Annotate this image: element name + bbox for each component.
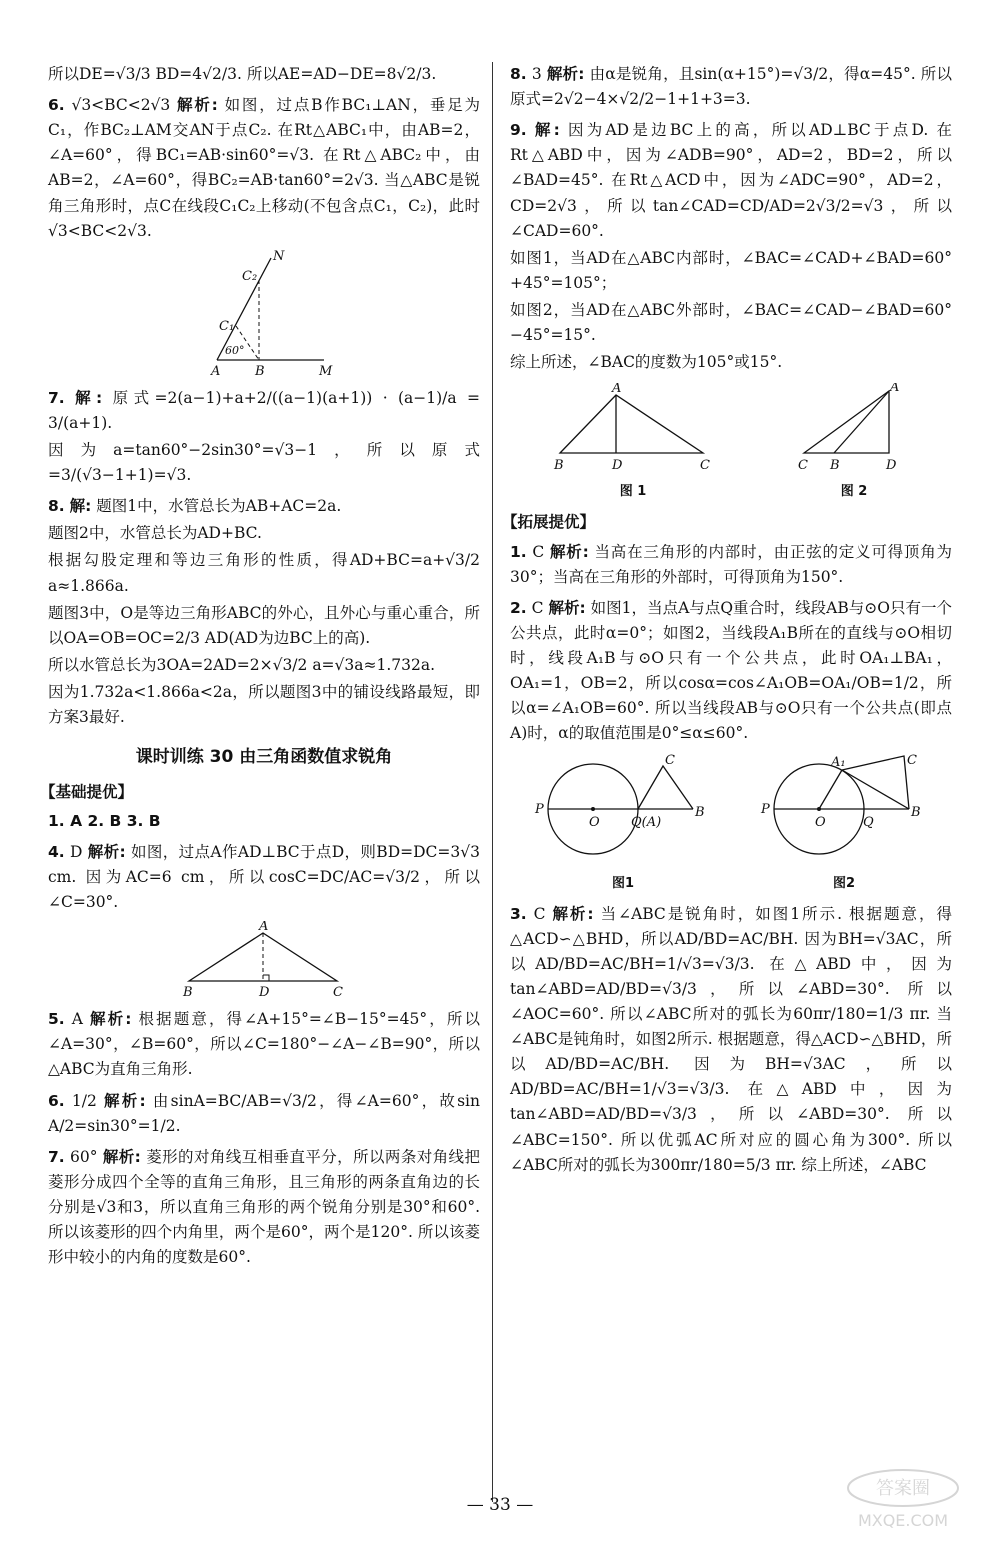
analysis-label: 解析: [546,65,585,83]
analysis-label: 解析: [89,1010,132,1029]
right-column [502,62,953,1184]
question-number: 6. [48,1091,65,1110]
answer: C [531,598,544,617]
circle-figure-2 [759,754,929,893]
question-number: 4. [48,842,65,861]
question-9 [510,118,952,375]
analysis-label: 解析: [104,1091,146,1110]
figure-q6 [189,250,339,380]
label-D: D [886,458,897,474]
question-4 [48,840,480,915]
solution-label: 解: [75,388,103,407]
question-number: 6. [48,96,65,115]
figure-2 [794,383,914,502]
left-column [40,62,481,1276]
label-C: C [333,985,343,1001]
solution-text: 题图3中，O是等边三角形ABC的外心，且外心与重心重合，所以OA=OB=OC=2/3 AD(AD为边BC上的高). [48,603,480,647]
label-A: A [612,383,622,397]
solution-label: 解: [534,121,560,140]
solution-text: 根据勾股定理和等边三角形的性质，得AD+BC=a+√3/2 a≈1.866a. [48,551,480,595]
label-A: A [259,921,269,935]
question-5 [48,1007,480,1082]
question-6b [48,1089,480,1139]
question-7 [48,386,480,488]
analysis-label: 解析: [177,96,218,115]
subsection-heading: 【基础提优】 [40,782,134,801]
label-angle: 60° [225,343,245,357]
label-N: N [273,249,285,264]
figure-1 [548,383,718,502]
label-A: A [211,363,221,379]
label-C: C [665,754,675,769]
analysis-text: 如图1，当点A与点Q重合时，线段AB与⊙O只有一个公共点，此时α=0°；如图2，当线段A₁B所在的直线与⊙O相切时，线段A₁B与⊙O只有一个公共点，此时OA₁⊥BA₁，OA₁=1，OB=2，所以cosα=cos∠A₁OB=OA₁/OB=1/2，所以α=∠A₁OB=60°. 所以当线段AB与⊙O只有一个公共点(即点A)时，α的取值范围是0°≤α≤60°. [510,598,953,743]
triangle-figure-1 [548,383,718,473]
label-O: O [589,815,600,831]
analysis-text: 根据题意，得∠A+15°=∠B−15°=45°，所以∠A=30°，∠B=60°，所以∠C=180°−∠A−∠B=90°，所以△ABC为直角三角形. [48,1010,480,1079]
label-C2: C₂ [242,268,258,284]
question-number: 8. [48,497,65,516]
answer: 60° [70,1147,98,1166]
label-QA: Q(A) [631,815,662,831]
triangle-figure-2 [794,383,914,473]
label-C: C [907,754,917,769]
figure-caption: 图2 [832,875,856,891]
solution-text: 题图2中，水管总长为AD+BC. [48,524,262,543]
circle-diagram-2 [759,754,929,864]
analysis-text: 如图，过点A作AD⊥BC于点D，则BD=DC=3√3 cm. 因为AC=6 cm，所以cosC=DC/AC=√3/2，所以∠C=30°. [48,842,480,912]
text-line: 所以DE=√3/3 BD=4√2/3. 所以AE=AD−DE=8√2/3. [48,65,437,83]
questions-1-3 [48,809,480,834]
analysis-label: 解析: [87,842,126,861]
svg-text:MXQE.COM: MXQE.COM [857,1511,949,1530]
label-B: B [830,458,840,474]
answer: √3<BC<2√3 [71,96,171,115]
extension-question-3 [510,902,952,1178]
answer: C [532,542,545,561]
label-P: P [535,802,544,818]
answer: 3 [531,65,542,83]
svg-text:答案圈: 答案圈 [876,1478,930,1499]
label-C: C [798,458,808,474]
label-C1: C₁ [219,318,235,334]
label-B: B [911,805,921,821]
label-B: B [255,363,265,379]
analysis-text: 由α是锐角，且sin(α+15°)=√3/2，得α=45°. 所以原式=2√2−4×√2/2−1+1+3=3. [510,65,952,109]
question-number: 1. [510,542,527,561]
analysis-text: 当高在三角形的内部时，由正弦的定义可得顶角为30°；当高在三角形的外部时，可得顶角为150°. [510,542,952,586]
continued-line [48,62,480,87]
analysis-text: 如图，过点B作BC₁⊥AN，垂足为C₁，作BC₂⊥AM交AN于点C₂. 在Rt△ABC₁中，由AB=2，∠A=60°，得BC₁=AB·sin60°=√3. 在Rt△ABC₂中，由AB=2，∠A=60°，得BC₂=AB·tan60°=2√3. 当△ABC是锐角三角形时，点C在线段C₁C₂上移动(不包含点C₁，C₂)，此时√3<BC<2√3. [48,96,481,240]
question-number: 7. [48,388,65,407]
question-number: 5. [48,1010,65,1029]
label-P: P [761,802,770,818]
label-B: B [695,805,705,821]
circle-figure-1 [533,754,713,893]
solution-text: 如图1，当AD在△ABC内部时，∠BAC=∠CAD+∠BAD=60°+45°=105°； [510,248,952,292]
label-C: C [700,458,710,474]
extension-question-1 [510,540,952,590]
solution-text: 如图2，当AD在△ABC外部时，∠BAC=∠CAD−∠BAD=60°−45°=15°. [510,300,952,345]
solution-text: 因为AD是边BC上的高，所以AD⊥BC于点D. 在Rt△ABD中，因为∠ADB=90°，AD=2，BD=2，所以∠BAD=45°. 在Rt△ACD中，因为∠ADC=90°，AD=2，CD=2√3，所以tan∠CAD=CD/AD=2√3/2=√3，所以∠CAD=60°. [510,121,952,240]
label-Q: Q [863,815,874,831]
question-number: 3. [510,904,527,923]
column-divider [492,62,493,1502]
watermark-logo [828,1466,978,1536]
solution-label: 解: [69,497,92,516]
section-title: 课时训练 30 由三角函数值求锐角 [135,747,393,768]
question-6 [48,93,480,244]
figures-circle [510,754,952,893]
extension-question-2 [510,596,952,747]
answer: D [70,842,83,861]
analysis-label: 解析: [550,542,589,561]
question-8 [48,494,480,730]
label-D: D [612,458,623,474]
answer: 1/2 [71,1091,97,1110]
subsection-heading: 【拓展提优】 [502,513,596,532]
solution-text: 因为1.732a<1.866a<2a，所以题图3中的铺设线路最短，即方案3最好. [48,682,480,727]
label-M: M [319,363,333,379]
answer: C [533,904,546,923]
solution-text: 因为a=tan60°−2sin30°=√3−1，所以原式=3/(√3−1+1)=√3. [48,440,480,485]
solution-text: 题图1中，水管总长为AB+AC=2a. [96,497,342,516]
analysis-text: 当∠ABC是锐角时，如图1所示. 根据题意，得△ACD∽△BHD，所以AD/BD=AC/BH. 因为BH=√3AC，所以AD/BD=AC/BH=1/√3=√3/3. 在△ABD中，因为tan∠ABD=AD/BD=√3/3，所以∠ABD=30°. 所以∠AOC=60°. 所以∠ABC所对的弧长为60πr/180=1/3 πr. 当∠ABC是钝角时，如图2所示. 根据题意，得△ACD∽△BHD，所以AD/BD=AC/BH. 因为BH=√3AC，所以AD/BD=AC/BH=1/√3=√3/3. 在△ABD中，因为tan∠ABD=AD/BD=√3/3，所以∠ABD=30°. 所以∠ABC=150°. 所以优弧AC所对应的圆心角为300°. 所以∠ABC所对的弧长为300πr/180=5/3 πr. 综上所述，∠ABC [510,904,953,1174]
solution-text: 所以水管总长为3OA=2AD=2×√3/2 a=√3a≈1.732a. [48,655,436,674]
answers-line: 1. A 2. B 3. B [48,811,161,830]
figure-caption: 图 1 [619,484,647,500]
figure-q4 [179,921,349,1001]
question-number: 7. [48,1147,65,1166]
figures-q9 [510,383,952,502]
label-B: B [554,458,564,474]
question-8 [510,62,952,112]
analysis-label: 解析: [552,904,594,923]
figure-caption: 图 2 [840,484,868,500]
label-A1: A₁ [831,755,846,771]
question-number: 2. [510,598,527,617]
page-number: — 33 — [466,1495,534,1515]
circle-diagram-1 [533,754,713,864]
question-7b [48,1145,480,1271]
analysis-text: 由sinA=BC/AB=√3/2，得∠A=60°，故sin A/2=sin30°=1/2. [48,1091,480,1135]
question-number: 8. [510,65,527,83]
label-B: B [183,985,193,1001]
label-D: D [259,985,270,1001]
analysis-text: 菱形的对角线互相垂直平分，所以两条对角线把菱形分成四个全等的直角三角形，且三角形的两条直角边的长分别是√3和3，所以直角三角形的两个锐角分别是30°和60°. 所以该菱形的四个内角里，两个是60°，两个是120°. 所以该菱形中较小的内角的度数是60°. [48,1147,480,1267]
analysis-label: 解析: [548,598,586,617]
analysis-label: 解析: [102,1147,141,1166]
label-A: A [890,383,900,396]
question-number: 9. [510,121,527,140]
figure-caption: 图1 [611,875,635,891]
solution-text: 综上所述，∠BAC的度数为105°或15°. [510,353,783,372]
label-O: O [815,815,826,831]
solution-text: 原式=2(a−1)+a+2/((a−1)(a+1)) · (a−1)/a = 3/(a+1). [48,388,481,432]
answer: A [71,1010,83,1029]
